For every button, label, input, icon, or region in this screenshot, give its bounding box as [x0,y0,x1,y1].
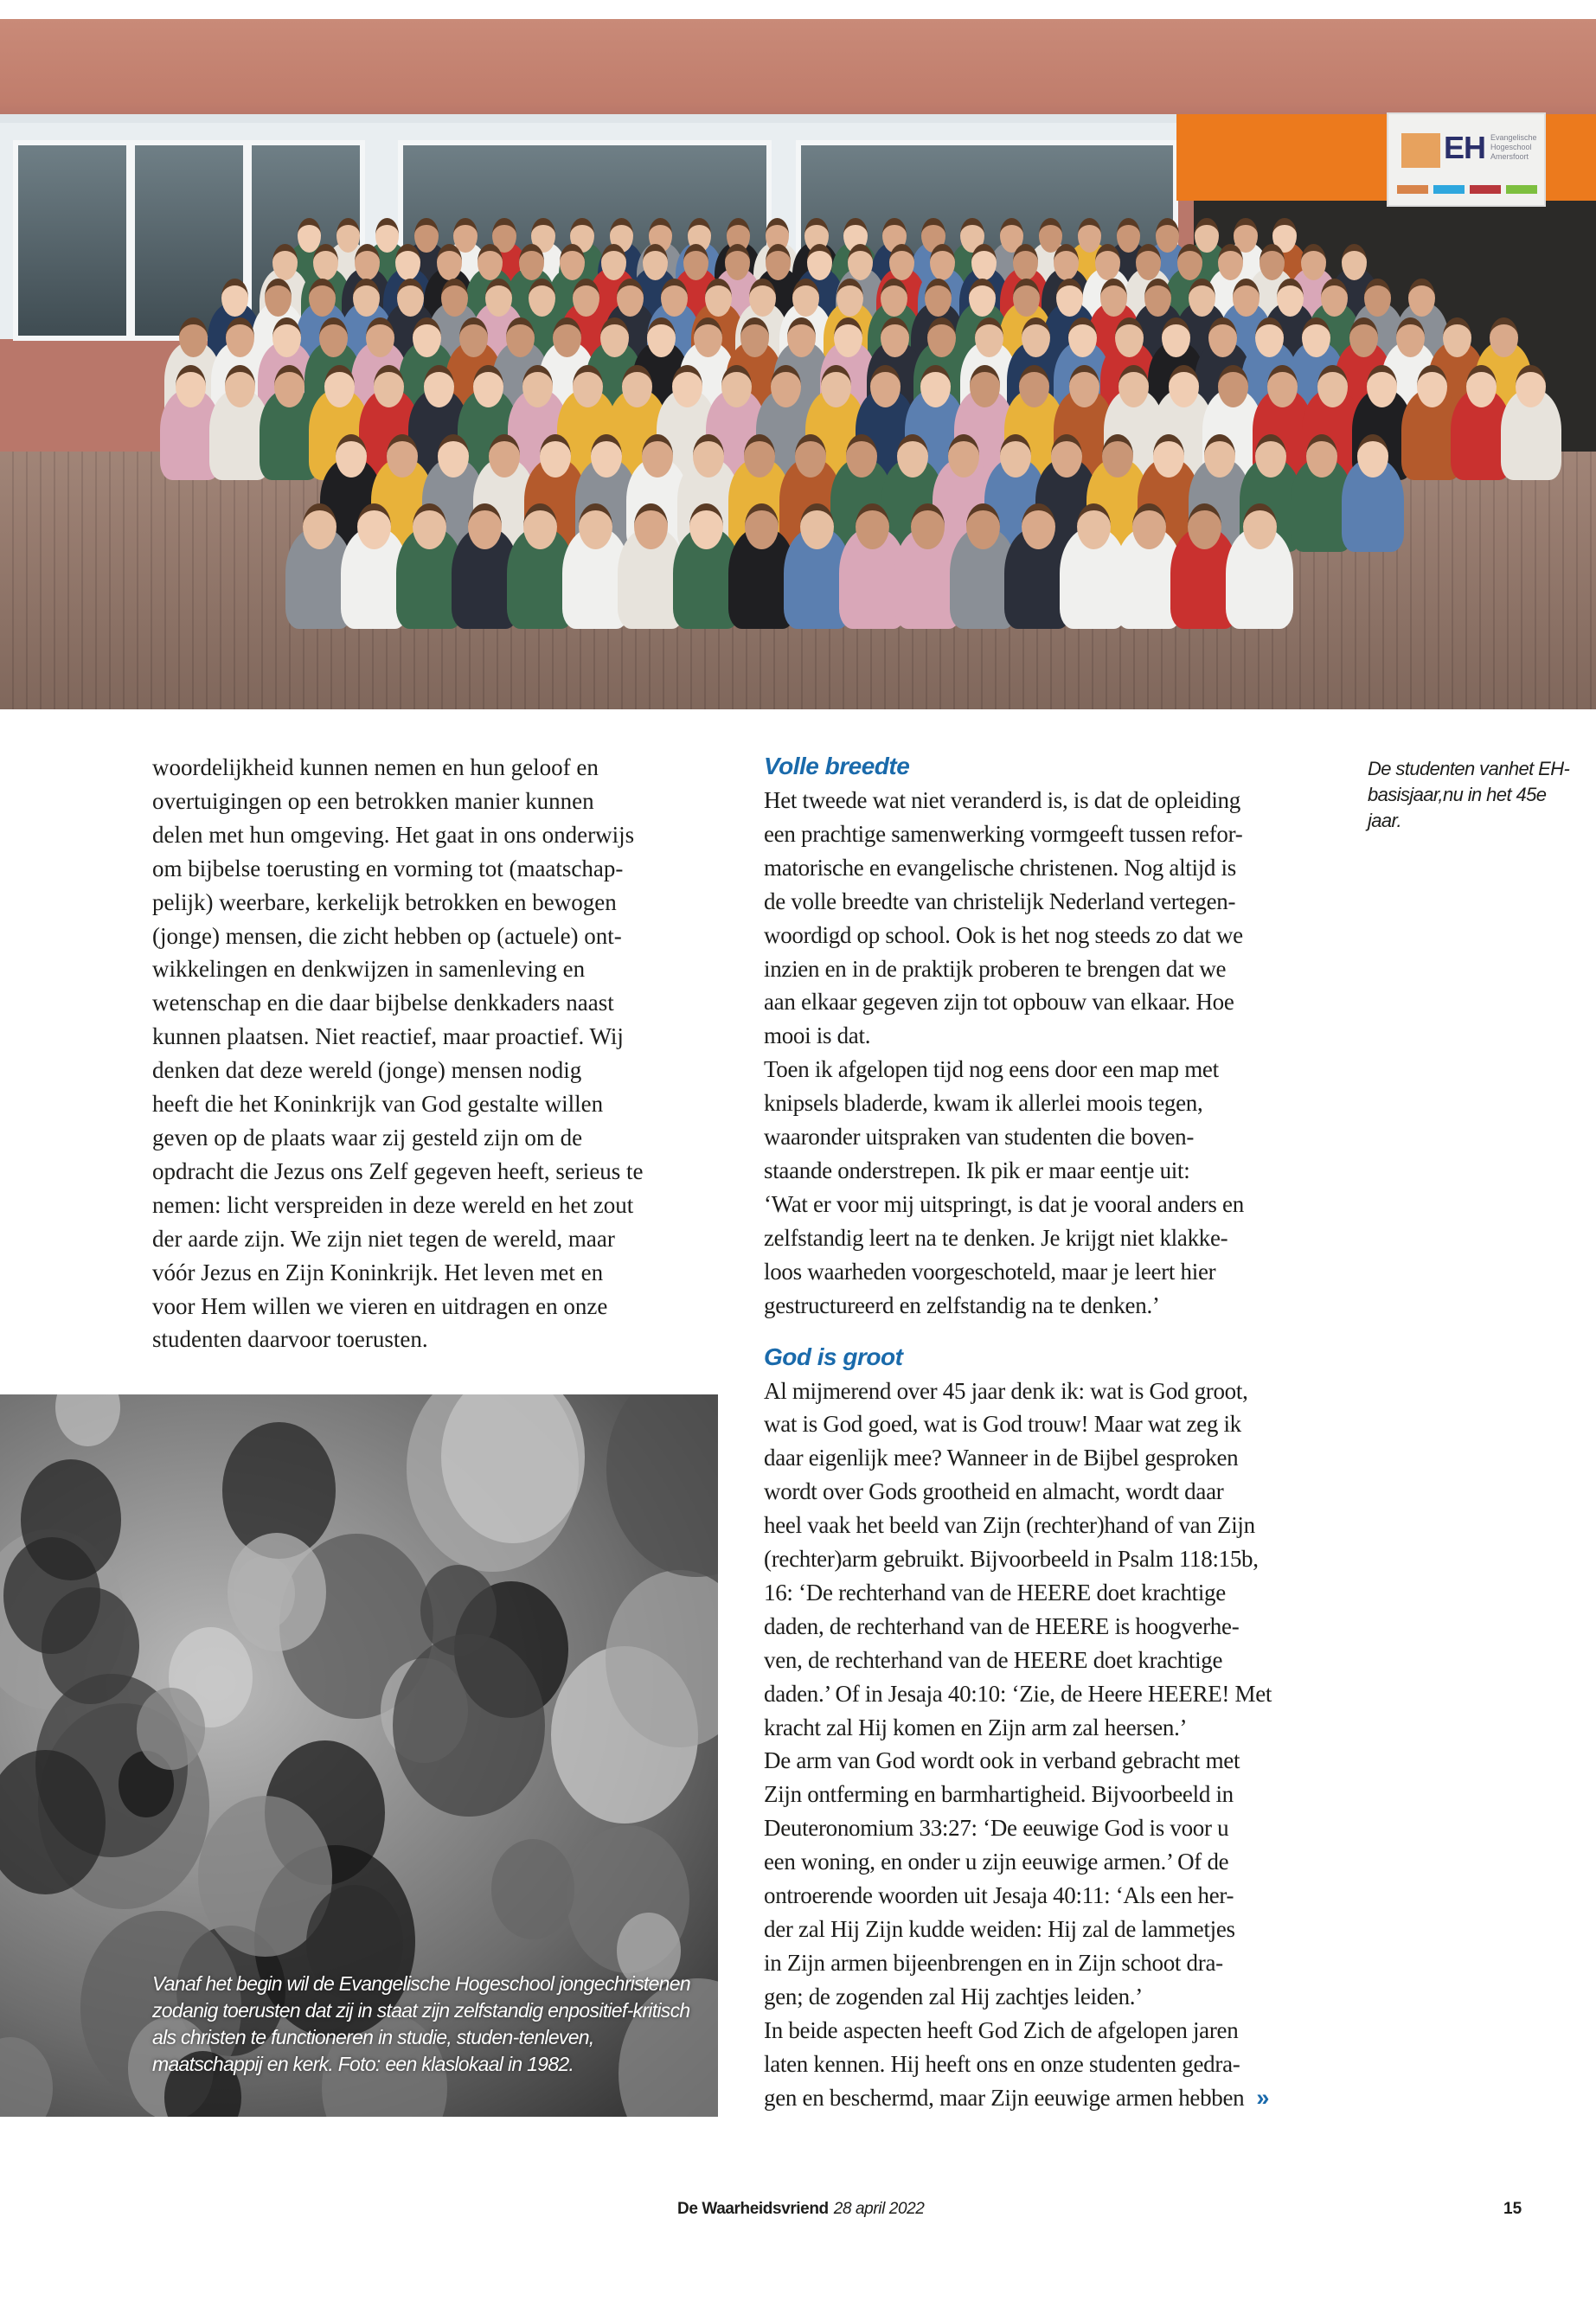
student-head [881,279,907,317]
student-head [1189,279,1215,317]
student-head [1051,434,1082,478]
student-head [1255,434,1286,478]
student-head [324,365,355,407]
student-head [1195,218,1219,253]
text-line: om bijbelse toerusting en vorming tot (maatschap- [152,855,624,881]
student-head [1317,365,1348,407]
student-head [1136,244,1161,280]
student-head [309,279,336,317]
photo-shape [21,1459,121,1580]
student-head [1349,317,1378,357]
student-head [1490,317,1518,357]
text-line: (jonge) mensen, die zicht hebben op (actuele) ont- [152,922,622,949]
student-head [749,279,776,317]
text-line: der zal Hij Zijn kudde weiden: Hij zal de lammetjes [764,1916,1235,1942]
continue-marker-icon: » [1256,2084,1270,2111]
text-line: heel vaak het beeld van Zijn (rechter)hand of van Zijn [764,1512,1255,1539]
student-head [1396,317,1425,357]
student-head [336,434,367,478]
student-head [485,279,512,317]
student-head [911,503,945,549]
student-head [591,434,622,478]
text-line: daar eigenlijk mee? Wanneer in de Bijbel gesproken [764,1445,1239,1471]
student-head [836,279,863,317]
student-head [848,244,873,280]
student-head [519,244,544,280]
student-head [1013,279,1040,317]
photo-shape [393,1634,545,1817]
student-head [601,244,626,280]
student-head [821,365,851,407]
student-head [395,244,420,280]
text-line: delen met hun omgeving. Het gaat in ons onderwijs [152,821,635,848]
student-head [795,434,826,478]
student-head [1188,503,1221,549]
text-line: woordelijkheid kunnen nemen en hun geloof en [152,754,599,780]
student-head [1267,365,1298,407]
student-head [272,317,301,357]
left-column [152,751,723,1356]
student-head [661,279,688,317]
student-head [622,365,652,407]
text-line: aan elkaar gegeven zijn tot opbouw van elkaar. Hoe [764,989,1234,1016]
student-head [1306,434,1337,478]
student-head [1417,365,1447,407]
text-line: wat is God goed, wat is God trouw! Maar wat zeg ik [764,1411,1241,1438]
text-line: overtuigingen op een betrokken manier kunnen [152,787,594,814]
text-line: daden.’ Of in Jesaja 40:10: ‘Zie, de Heere HEERE! Met [764,1680,1272,1707]
student-head [969,279,996,317]
student-head [705,279,732,317]
student-head [870,365,901,407]
student-head [1132,503,1166,549]
student-head [179,317,208,357]
student-head [1102,434,1133,478]
text-line: laten kennen. Hij heeft ons en onze studenten gedra- [764,2050,1240,2077]
text-line: zelfstandig leert na te denken. Je krijgt niet klakke- [764,1224,1228,1251]
text-line: inzien en in de praktijk proberen te brengen dat we [764,955,1227,982]
caption-line: positief-kritisch als christen te functioneren in studie, studen- [152,1999,690,2048]
student-head [1277,279,1304,317]
student-head [672,365,702,407]
student-head [303,503,337,549]
student-head [176,365,206,407]
caption-line: het EH-basisjaar, [1368,758,1570,805]
heading-god-is-groot: God is groot [764,1343,903,1370]
student-head [1357,434,1388,478]
caption-line: De studenten van [1368,758,1509,779]
text-line: denken dat deze wereld (jonge) mensen nodig [152,1057,582,1084]
school-sign [1387,112,1546,207]
student-head [573,279,599,317]
student-head [272,244,298,280]
student-head [745,503,779,549]
student-head [617,279,644,317]
student-head [1367,365,1397,407]
publication-name: De Waarheidsvriend [677,2200,829,2218]
text-line: ven, de rechterhand van de HEERE doet krachtige [764,1646,1223,1673]
right-column [764,749,1361,2114]
student-head [971,244,997,280]
photo-shape [491,1839,574,1939]
student-head [1516,365,1546,407]
student-head [1095,244,1120,280]
text-line: wikkelingen en denkwijzen in samenleving en [152,956,586,983]
text-line: ontroerende woorden uit Jesaja 40:11: ‘Als een her- [764,1882,1234,1909]
text-line: Het tweede wat niet veranderd is, is dat de opleiding [764,787,1240,813]
student-head [413,317,441,357]
text-line: heeft die het Koninkrijk van God gestalte willen [152,1091,604,1118]
students-crowd [0,19,1596,709]
text-line: wetenschap en die daar bijbelse denkkaders naast [152,990,614,1016]
student-head [387,434,418,478]
text-line: opdracht die Jezus ons Zelf gegeven heeft, serieus te [152,1157,644,1184]
sign-logo-text: EH [1444,130,1486,165]
student-head [1169,365,1199,407]
caption-line: Vanaf het begin wil de Evangelische Hogeschool jonge [152,1972,605,1995]
student-head [1218,365,1248,407]
student-head [1443,317,1471,357]
student-head [1077,503,1111,549]
eh-logo-icon [1401,133,1440,168]
student-head [1069,365,1099,407]
text-line: in Zijn armen bijeenbrengen en in Zijn schoot dra- [764,1949,1223,1976]
group-photo-caption [1368,756,1575,834]
text-line: een woning, en onder u zijn eeuwige armen.’ Of de [764,1849,1229,1875]
student-head [1019,365,1049,407]
student-head [600,317,629,357]
student-head [1078,218,1102,253]
student-head [856,503,889,549]
student-head [319,317,348,357]
student-head [920,365,951,407]
student-head [683,244,708,280]
text-line: Zijn ontferming en barmhartigheid. Bijvoorbeeld in [764,1781,1234,1808]
text-line: woordigd op school. Ook is het nog steeds zo dat we [764,921,1243,948]
student-head [522,365,553,407]
student-head [721,365,752,407]
text-line: gen; de zogenden zal Hij zachtjes leiden.’ [764,1983,1143,2009]
student-head [1054,244,1079,280]
student-head [725,244,750,280]
student-head [1115,317,1144,357]
text-line: (rechter)arm gebruikt. Bijvoorbeeld in Psalm 118:15b, [764,1546,1259,1573]
student-head [766,244,791,280]
student-head [846,434,877,478]
group-photo [0,19,1596,709]
classroom-photo-caption [152,1971,706,2078]
text-line: daden, de rechterhand van de HEERE is hoogverhe- [764,1612,1240,1639]
student-head [337,218,361,253]
text-line: studenten daarvoor toerusten. [152,1326,428,1353]
student-head [1218,244,1243,280]
text-line: geven op de plaats waar zij gesteld zijn om de [152,1124,583,1150]
student-head [1177,244,1202,280]
student-head [1000,434,1031,478]
photo-shape [420,1565,497,1657]
student-head [966,503,1000,549]
student-head [889,244,914,280]
student-head [473,365,503,407]
student-head [925,279,952,317]
text-line: voor Hem willen we vieren en uitdragen en onze [152,1292,608,1319]
student-head [1068,317,1097,357]
student-head [694,317,722,357]
photo-shape [228,1533,327,1652]
student-head [438,434,469,478]
student-head [1162,317,1190,357]
text-line: Toen ik afgelopen tijd nog eens door een map met [764,1056,1219,1083]
text-line: de volle breedte van christelijk Nederland vertegen- [764,888,1236,914]
text-line: waaronder uitspraken van studenten die boven- [764,1124,1195,1150]
student-head [366,317,394,357]
photo-shape [606,1394,718,1577]
student-head [1022,317,1050,357]
publication-info [677,2200,924,2219]
caption-line: tenleven, maatschappij en kerk. Foto: een klaslokaal in 1982. [152,2026,594,2075]
issue-date: 28 april 2022 [833,2200,925,2218]
student-head [414,218,439,253]
page-number: 15 [1503,2200,1522,2218]
student-head [437,244,462,280]
student-head [1204,434,1235,478]
student-head [424,365,454,407]
student-head [1117,218,1141,253]
student-head [353,279,380,317]
student-head [1301,244,1326,280]
student-head [643,244,668,280]
student-head [975,317,1003,357]
student-head [1243,503,1277,549]
text-line: der aarde zijn. We zijn niet tegen de wereld, maar [152,1225,615,1252]
student-head [274,365,304,407]
student-head [740,317,769,357]
text-line: nemen: licht verspreiden in deze wereld en het zout [152,1191,634,1218]
student-head [642,434,673,478]
student-head [226,317,254,357]
text-line: matorische en evangelische christenen. Nog altijd is [764,854,1236,881]
photo-shape [137,1688,205,1770]
student-head [1321,279,1348,317]
text-line: wordt over Gods grootheid en almacht, wordt daar [764,1478,1224,1505]
student-head [573,365,603,407]
text-line: Al mijmerend over 45 jaar denk ik: wat is God groot, [764,1377,1248,1404]
student-head [647,317,676,357]
text-line: 16: ‘De rechterhand van de HEERE doet krachtige [764,1579,1226,1606]
student-head [771,365,801,407]
sign-subtitle: Evangelische Hogeschool Amersfoort [1490,133,1537,161]
student-head [1259,244,1285,280]
photo-shape [0,2037,53,2117]
student-head [478,244,503,280]
student-head [1466,365,1497,407]
student-head [807,244,832,280]
text-line: knipsels bladerde, kwam ik allerlei moois tegen, [764,1090,1203,1117]
text-line: ‘Wat er voor mij uitspringt, is dat je vooral anders en [764,1190,1244,1217]
text-line: gen en beschermd, maar Zijn eeuwige armen hebben [764,2084,1245,2111]
student-head [787,317,816,357]
student-head [355,244,380,280]
student-head [1013,244,1038,280]
student-head [221,279,248,317]
text-line: kunnen plaatsen. Niet reactief, maar proactief. Wij [152,1023,624,1050]
student-head [1144,279,1171,317]
text-line: vóór Jezus en Zijn Koninkrijk. Het leven met en [152,1259,604,1285]
text-line: staande onderstrepen. Ik pik er maar eentje uit: [764,1157,1190,1183]
text-line: Deuteronomium 33:27: ‘De eeuwige God is voor u [764,1815,1229,1842]
text-line: loos waarheden voorgeschoteld, maar je leert hier [764,1258,1216,1285]
text-line: gestructureerd en zelfstandig na te denken.’ [764,1292,1160,1318]
student-head [560,244,585,280]
text-line: mooi is dat. [764,1022,871,1049]
text-line: kracht zal Hij komen en Zijn arm zal heersen.’ [764,1714,1188,1740]
student-head [1022,503,1055,549]
student-head [1118,365,1149,407]
student-head [1233,279,1259,317]
student-head [441,279,468,317]
student-head [744,434,775,478]
student-head [800,503,834,549]
student-head [1408,279,1435,317]
student-head [1342,244,1367,280]
photo-shape [55,1394,120,1446]
caption-line: nu in het 45e jaar. [1368,784,1547,831]
student-head [313,244,338,280]
student-head [225,365,255,407]
student-head [897,434,928,478]
student-head [397,279,424,317]
student-head [489,434,520,478]
student-head [540,434,571,478]
heading-volle-breedte: Volle breedte [764,753,910,779]
text-line: In beide aspecten heeft God Zich de afgelopen jaren [764,2016,1239,2043]
text-line: De arm van God wordt ook in verband gebracht met [764,1747,1240,1774]
student-head [693,434,724,478]
student-head [970,365,1000,407]
caption-line: christenen zodanig toerusten dat zij in staat zijn zelfstandig en [152,1972,690,2022]
text-line: een prachtige samenwerking vormgeeft tussen refor- [764,820,1243,847]
student-head [930,244,955,280]
student-head [1153,434,1184,478]
student-head [374,365,404,407]
text-line: pelijk) weerbare, kerkelijk betrokken en bewogen [152,888,617,915]
